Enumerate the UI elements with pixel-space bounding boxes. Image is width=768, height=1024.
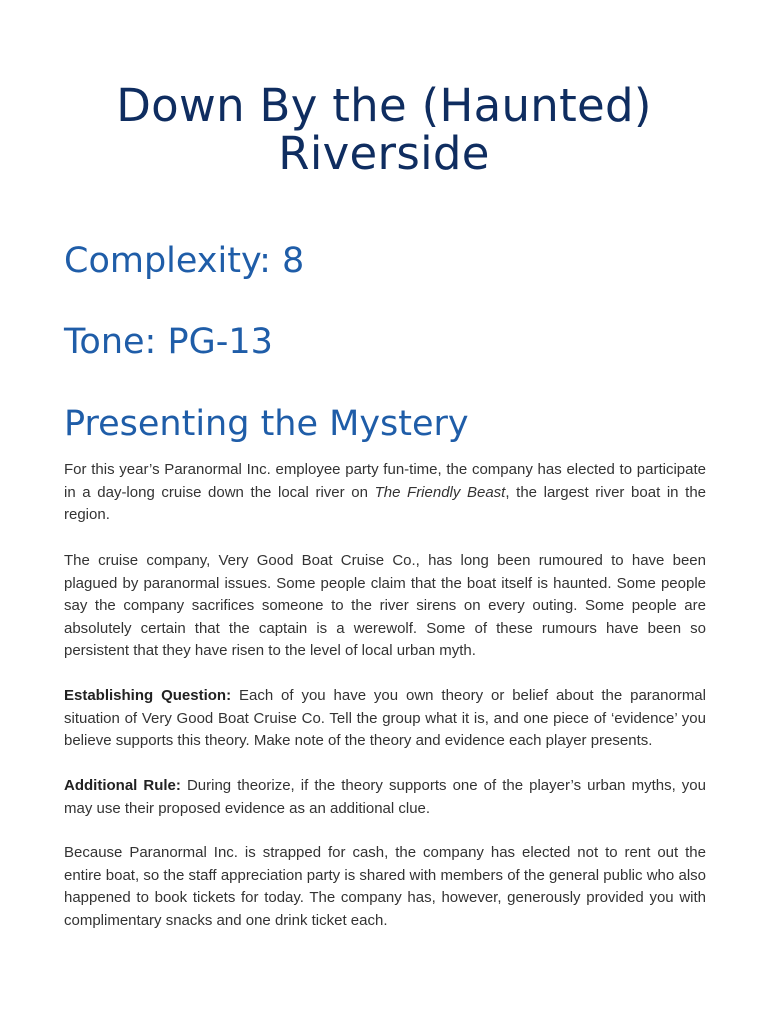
section-heading: Presenting the Mystery	[64, 404, 469, 444]
title-line-1: Down By the (Haunted)	[116, 79, 652, 132]
additional-rule-paragraph	[64, 775, 706, 820]
rumours-paragraph: The cruise company, Very Good Boat Cruise Co., has long been rumoured to have been plagued by paranormal issues. Some people claim that the boat itself is haunted. Some people say the company sacrifices someone to the river sirens on every outing. Some people are absolutely certain that the captain is a werewolf. Some of these rumours have been so persistent that they have risen to the level of local urban myth.	[64, 552, 706, 659]
complexity-heading: Complexity: 8	[64, 241, 305, 281]
intro-paragraph	[64, 459, 706, 527]
establishing-question-paragraph	[64, 685, 706, 753]
additional-rule-label: Additional Rule:	[64, 777, 181, 794]
additional-rule-text: During theorize, if the theory supports one of the player’s urban myths, you may use their proposed evidence as an additional clue.	[64, 777, 706, 817]
document-title	[80, 79, 688, 180]
intro-text-before: For this year’s Paranormal Inc. employee party fun-time, the company has elected to participate in a day-long cruise down the local river on	[64, 461, 706, 501]
establishing-question-text: Each of you have you own theory or belief about the paranormal situation of Very Good Boat Cruise Co. Tell the group what it is, and one piece of ‘evidence’ you believe supports this theory. Make note of the theory and evidence each player presents.	[64, 687, 706, 749]
title-line-2: Riverside	[278, 127, 490, 180]
tone-heading: Tone: PG-13	[64, 322, 273, 362]
boat-name: The Friendly Beast	[374, 483, 506, 501]
party-paragraph: Because Paranormal Inc. is strapped for cash, the company has elected not to rent out the entire boat, so the staff appreciation party is shared with members of the general public who also happened to book tickets for today. The company has, however, generously provided you with complimentary snacks and one drink ticket each.	[64, 844, 706, 929]
establishing-question-label: Establishing Question:	[64, 687, 232, 704]
intro-text-after: , the largest river boat in the region.	[64, 483, 706, 523]
